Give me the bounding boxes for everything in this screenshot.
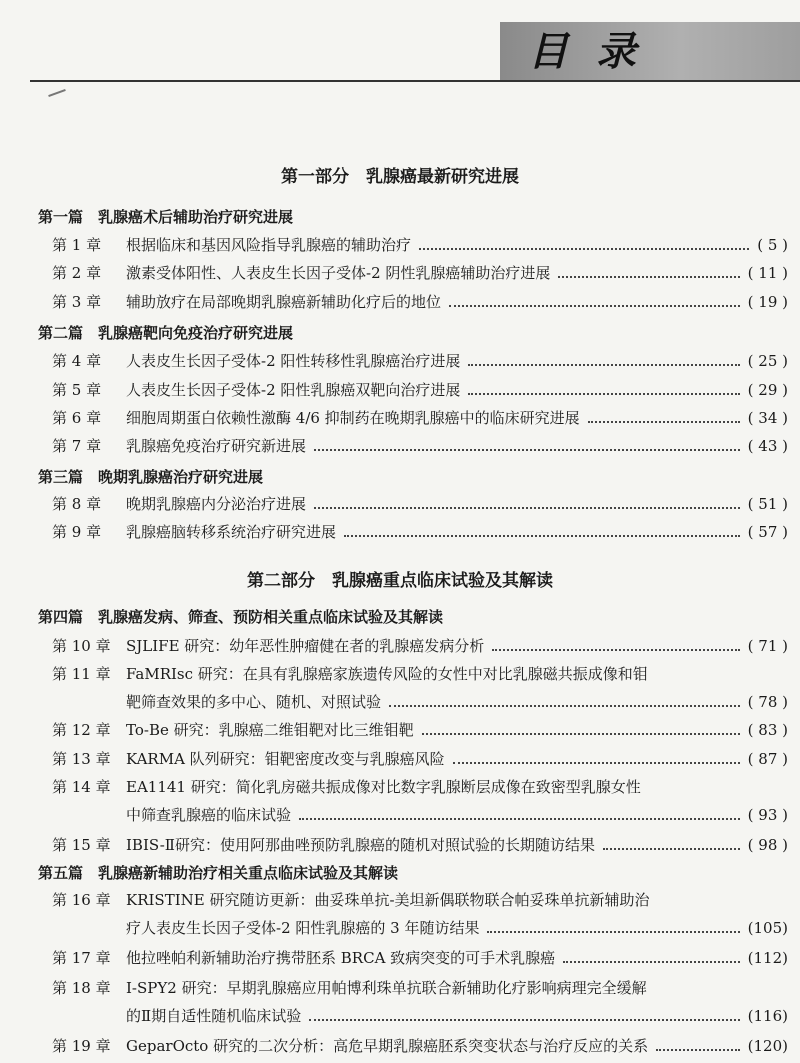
chapter-title: EA1141 研究：简化乳房磁共振成像对比数字乳腺断层成像在致密型乳腺女性: [126, 778, 641, 796]
chapter-number: 第 18 章: [52, 979, 111, 997]
dot-leader: [468, 364, 740, 366]
toc-entry-line: [0, 233, 800, 257]
toc-entry-line: [0, 406, 800, 430]
page-number: ( 87 ): [747, 750, 788, 768]
chapter-number: 第 2 章: [52, 264, 102, 282]
toc-entry-line: [0, 803, 800, 827]
toc-entry-line: [0, 290, 800, 314]
chapter-title: 乳腺癌免疫治疗研究新进展: [126, 437, 307, 455]
chapter-number: 第 10 章: [52, 637, 111, 655]
chapter-number: 第 8 章: [52, 495, 102, 513]
section-heading: 第一篇 乳腺癌术后辅助治疗研究进展: [38, 208, 294, 226]
chapter-title: SJLIFE 研究：幼年恶性肿瘤健在者的乳腺癌发病分析: [126, 637, 485, 655]
section-heading: 第二篇 乳腺癌靶向免疫治疗研究进展: [38, 324, 294, 342]
page-title: 目录: [528, 29, 664, 75]
toc-entry-line: [0, 690, 800, 714]
chapter-number: 第 14 章: [52, 778, 111, 796]
dot-leader: [487, 931, 740, 933]
dot-leader: [449, 305, 740, 307]
chapter-number: 第 3 章: [52, 293, 102, 311]
toc-entry-line: [0, 775, 800, 799]
chapter-number: 第 13 章: [52, 750, 111, 768]
page-number: ( 43 ): [747, 437, 788, 455]
chapter-number: 第 15 章: [52, 836, 111, 854]
chapter-number: 第 12 章: [52, 721, 111, 739]
page-number: ( 25 ): [747, 352, 788, 370]
chapter-title: KRISTINE 研究随访更新：曲妥珠单抗-美坦新偶联物联合帕妥珠单抗新辅助治: [126, 891, 650, 909]
page-number: ( 5 ): [757, 236, 788, 254]
page-number: ( 19 ): [747, 293, 788, 311]
part-heading-1: 第一部分 乳腺癌最新研究进展: [281, 167, 519, 187]
dot-leader: [588, 421, 740, 423]
toc-entry-line: [0, 888, 800, 912]
chapter-number: 第 6 章: [52, 409, 102, 427]
toc-entry-line: [0, 434, 800, 458]
dot-leader: [419, 248, 749, 250]
page-number: (112): [747, 949, 788, 967]
chapter-title-continued: 的Ⅱ期自适性随机临床试验: [126, 1007, 302, 1025]
dot-leader: [453, 762, 740, 764]
dot-leader: [299, 818, 740, 820]
toc-entry-line: [0, 662, 800, 686]
dot-leader: [344, 535, 740, 537]
chapter-number: 第 19 章: [52, 1037, 111, 1055]
chapter-number: 第 1 章: [52, 236, 102, 254]
page-number: ( 98 ): [747, 836, 788, 854]
chapter-number: 第 7 章: [52, 437, 102, 455]
toc-entry-line: [0, 976, 800, 1000]
dot-leader: [603, 848, 740, 850]
chapter-number: 第 9 章: [52, 523, 102, 541]
page-number: ( 78 ): [747, 693, 788, 711]
chapter-title: GeparOcto 研究的二次分析：高危早期乳腺癌胚系突变状态与治疗反应的关系: [126, 1037, 649, 1055]
page-number: ( 93 ): [747, 806, 788, 824]
toc-entry-line: [0, 946, 800, 970]
toc-entry-line: [0, 634, 800, 658]
chapter-title: 细胞周期蛋白依赖性激酶 4/6 抑制药在晚期乳腺癌中的临床研究进展: [126, 409, 580, 427]
toc-entry-line: [0, 747, 800, 771]
dot-leader: [563, 961, 740, 963]
chapter-title: 激素受体阳性、人表皮生长因子受体-2 阴性乳腺癌辅助治疗进展: [126, 264, 551, 282]
chapter-title: 根据临床和基因风险指导乳腺癌的辅助治疗: [126, 236, 412, 254]
chapter-number: 第 5 章: [52, 381, 102, 399]
toc-entry-line: [0, 916, 800, 940]
chapter-title: 辅助放疗在局部晚期乳腺癌新辅助化疗后的地位: [126, 293, 442, 311]
chapter-number: 第 16 章: [52, 891, 111, 909]
scratch-mark: [48, 89, 66, 97]
page-number: ( 83 ): [747, 721, 788, 739]
chapter-title: 晚期乳腺癌内分泌治疗进展: [126, 495, 307, 513]
chapter-title: 他拉唑帕利新辅助治疗携带胚系 BRCA 致病突变的可手术乳腺癌: [126, 949, 556, 967]
dot-leader: [558, 276, 740, 278]
section-heading: 第三篇 晚期乳腺癌治疗研究进展: [38, 468, 264, 486]
page-number: (120): [747, 1037, 788, 1055]
toc-entry-line: [0, 1034, 800, 1058]
dot-leader: [656, 1049, 740, 1051]
dot-leader: [314, 449, 740, 451]
chapter-title-continued: 中筛查乳腺癌的临床试验: [126, 806, 292, 824]
page-number: ( 11 ): [747, 264, 788, 282]
toc-entry-line: [0, 378, 800, 402]
toc-entry-line: [0, 833, 800, 857]
dot-leader: [314, 507, 740, 509]
chapter-title: 人表皮生长因子受体-2 阳性乳腺癌双靶向治疗进展: [126, 381, 461, 399]
chapter-title: KARMA 队列研究：钼靶密度改变与乳腺癌风险: [126, 750, 445, 768]
chapter-title: I-SPY2 研究：早期乳腺癌应用帕博利珠单抗联合新辅助化疗影响病理完全缓解: [126, 979, 647, 997]
page-number: ( 51 ): [747, 495, 788, 513]
page-number: (116): [747, 1007, 788, 1025]
toc-entry-line: [0, 349, 800, 373]
dot-leader: [492, 649, 740, 651]
toc-entry-line: [0, 520, 800, 544]
chapter-number: 第 11 章: [52, 665, 111, 683]
dot-leader: [309, 1019, 740, 1021]
dot-leader: [422, 733, 740, 735]
chapter-number: 第 17 章: [52, 949, 111, 967]
dot-leader: [468, 393, 740, 395]
page-number: ( 71 ): [747, 637, 788, 655]
chapter-title-continued: 疗人表皮生长因子受体-2 阳性乳腺癌的 3 年随访结果: [126, 919, 480, 937]
toc-entry-line: [0, 261, 800, 285]
chapter-title: 乳腺癌脑转移系统治疗研究进展: [126, 523, 337, 541]
toc-entry-line: [0, 1004, 800, 1028]
chapter-title: FaMRIsc 研究：在具有乳腺癌家族遗传风险的女性中对比乳腺磁共振成像和钼: [126, 665, 648, 683]
chapter-title-continued: 靶筛查效果的多中心、随机、对照试验: [126, 693, 382, 711]
toc-entry-line: [0, 492, 800, 516]
part-heading-2: 第二部分 乳腺癌重点临床试验及其解读: [247, 571, 553, 591]
chapter-title: To-Be 研究：乳腺癌二维钼靶对比三维钼靶: [126, 721, 414, 739]
chapter-number: 第 4 章: [52, 352, 102, 370]
dot-leader: [389, 705, 740, 707]
page-number: ( 29 ): [747, 381, 788, 399]
chapter-title: IBIS-Ⅱ研究：使用阿那曲唑预防乳腺癌的随机对照试验的长期随访结果: [126, 836, 595, 854]
section-heading: 第五篇 乳腺癌新辅助治疗相关重点临床试验及其解读: [38, 864, 399, 882]
chapter-title: 人表皮生长因子受体-2 阳性转移性乳腺癌治疗进展: [126, 352, 461, 370]
page-number: ( 57 ): [747, 523, 788, 541]
toc-entry-line: [0, 718, 800, 742]
page-number: ( 34 ): [747, 409, 788, 427]
section-heading: 第四篇 乳腺癌发病、筛查、预防相关重点临床试验及其解读: [38, 608, 444, 626]
page-number: (105): [747, 919, 788, 937]
header-rule: [30, 80, 800, 82]
